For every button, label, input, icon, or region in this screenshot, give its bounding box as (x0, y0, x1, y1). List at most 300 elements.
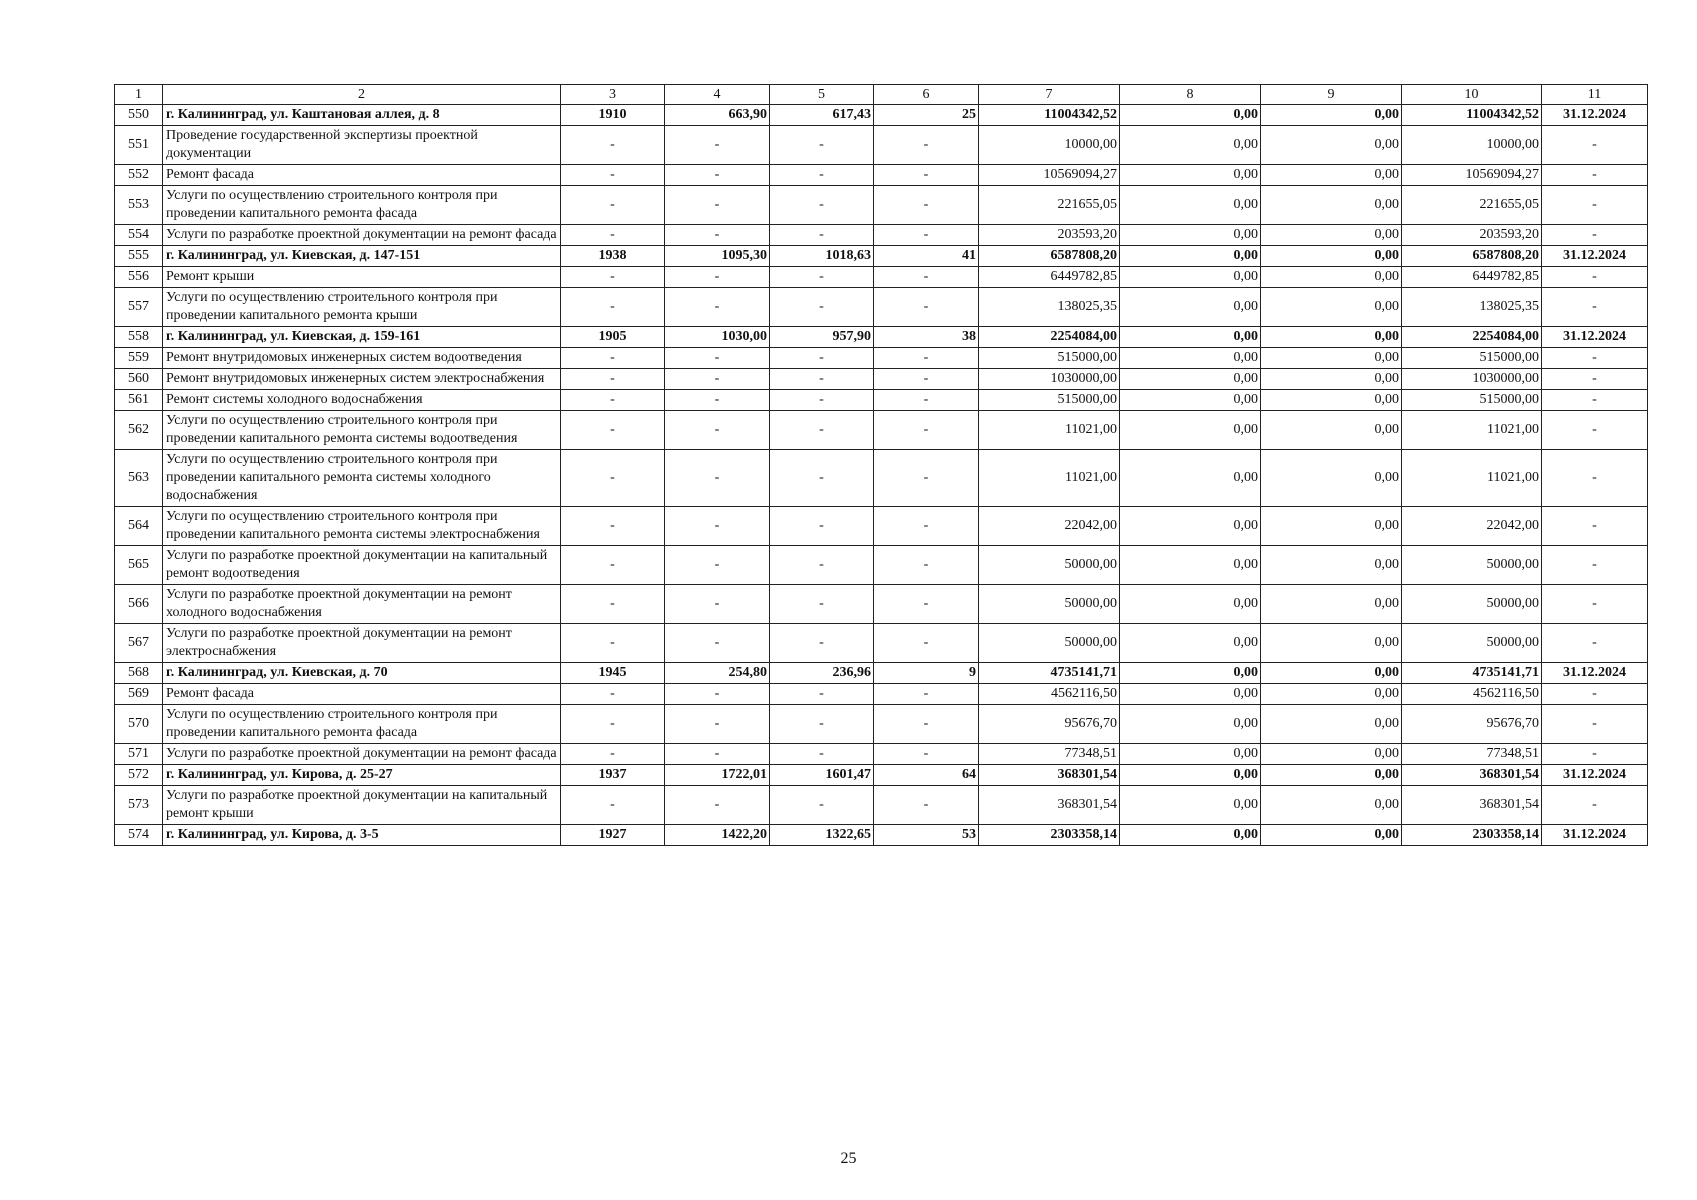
fund-cost-cell: 0,00 (1120, 450, 1261, 507)
residents-count-cell: - (874, 507, 979, 546)
fund-cost-cell: 0,00 (1120, 705, 1261, 744)
row-number-cell: 555 (115, 246, 163, 267)
budget-cost-cell: 0,00 (1261, 624, 1402, 663)
row-number-cell: 572 (115, 765, 163, 786)
house-row (115, 246, 1648, 267)
page-number: 25 (840, 1150, 857, 1167)
owners-cost-cell: 4562116,50 (1402, 684, 1542, 705)
budget-cost-cell: 0,00 (1261, 246, 1402, 267)
total-area-cell: - (665, 390, 770, 411)
row-name-cell: Ремонт фасада (163, 165, 561, 186)
work-row (115, 786, 1648, 825)
column-number-6: 6 (874, 85, 979, 105)
total-cost-cell: 6449782,85 (979, 267, 1120, 288)
build-year-cell: - (561, 585, 665, 624)
completion-date-cell: - (1542, 126, 1648, 165)
row-number-cell: 563 (115, 450, 163, 507)
owners-cost-cell: 77348,51 (1402, 744, 1542, 765)
total-cost-cell: 515000,00 (979, 348, 1120, 369)
build-year-cell: 1937 (561, 765, 665, 786)
house-row (115, 663, 1648, 684)
row-number-cell: 574 (115, 825, 163, 846)
total-cost-cell: 4735141,71 (979, 663, 1120, 684)
budget-cost-cell: 0,00 (1261, 165, 1402, 186)
budget-cost-cell: 0,00 (1261, 288, 1402, 327)
row-number-cell: 565 (115, 546, 163, 585)
column-number-1: 1 (115, 85, 163, 105)
residential-area-cell: - (770, 450, 874, 507)
completion-date-cell: - (1542, 348, 1648, 369)
column-number-9: 9 (1261, 85, 1402, 105)
owners-cost-cell: 11004342,52 (1402, 105, 1542, 126)
owners-cost-cell: 10569094,27 (1402, 165, 1542, 186)
total-cost-cell: 368301,54 (979, 765, 1120, 786)
total-cost-cell: 515000,00 (979, 390, 1120, 411)
owners-cost-cell: 4735141,71 (1402, 663, 1542, 684)
row-number-cell: 554 (115, 225, 163, 246)
budget-cost-cell: 0,00 (1261, 390, 1402, 411)
row-name-cell: Услуги по разработке проектной документации на ремонт фасада (163, 744, 561, 765)
total-cost-cell: 10569094,27 (979, 165, 1120, 186)
total-area-cell: - (665, 288, 770, 327)
total-cost-cell: 77348,51 (979, 744, 1120, 765)
total-area-cell: - (665, 225, 770, 246)
residents-count-cell: 38 (874, 327, 979, 348)
house-row (115, 105, 1648, 126)
total-cost-cell: 203593,20 (979, 225, 1120, 246)
residents-count-cell: - (874, 369, 979, 390)
residents-count-cell: - (874, 450, 979, 507)
budget-cost-cell: 0,00 (1261, 585, 1402, 624)
budget-cost-cell: 0,00 (1261, 327, 1402, 348)
residents-count-cell: - (874, 186, 979, 225)
fund-cost-cell: 0,00 (1120, 744, 1261, 765)
row-number-cell: 556 (115, 267, 163, 288)
residents-count-cell: - (874, 585, 979, 624)
completion-date-cell: 31.12.2024 (1542, 825, 1648, 846)
build-year-cell: - (561, 126, 665, 165)
budget-cost-cell: 0,00 (1261, 225, 1402, 246)
fund-cost-cell: 0,00 (1120, 585, 1261, 624)
owners-cost-cell: 2303358,14 (1402, 825, 1542, 846)
total-area-cell: - (665, 165, 770, 186)
work-row (115, 411, 1648, 450)
row-name-cell: Услуги по разработке проектной документации на ремонт фасада (163, 225, 561, 246)
row-number-cell: 557 (115, 288, 163, 327)
residential-area-cell: 957,90 (770, 327, 874, 348)
total-area-cell: - (665, 744, 770, 765)
build-year-cell: - (561, 165, 665, 186)
work-row (115, 165, 1648, 186)
completion-date-cell: - (1542, 786, 1648, 825)
owners-cost-cell: 6587808,20 (1402, 246, 1542, 267)
row-number-cell: 551 (115, 126, 163, 165)
budget-cost-cell: 0,00 (1261, 744, 1402, 765)
row-name-cell: Услуги по осуществлению строительного контроля при проведении капитального ремонта фасада (163, 186, 561, 225)
residential-area-cell: 236,96 (770, 663, 874, 684)
residential-area-cell: - (770, 546, 874, 585)
completion-date-cell: 31.12.2024 (1542, 246, 1648, 267)
work-row (115, 369, 1648, 390)
row-name-cell: Ремонт крыши (163, 267, 561, 288)
budget-cost-cell: 0,00 (1261, 450, 1402, 507)
work-row (115, 546, 1648, 585)
work-row (115, 450, 1648, 507)
column-number-5: 5 (770, 85, 874, 105)
row-name-cell: Услуги по осуществлению строительного контроля при проведении капитального ремонта фасада (163, 705, 561, 744)
total-area-cell: - (665, 267, 770, 288)
row-name-cell: г. Калининград, ул. Киевская, д. 159-161 (163, 327, 561, 348)
completion-date-cell: - (1542, 411, 1648, 450)
budget-cost-cell: 0,00 (1261, 786, 1402, 825)
residential-area-cell: - (770, 126, 874, 165)
column-number-3: 3 (561, 85, 665, 105)
build-year-cell: - (561, 267, 665, 288)
build-year-cell: - (561, 744, 665, 765)
completion-date-cell: - (1542, 546, 1648, 585)
residents-count-cell: - (874, 786, 979, 825)
owners-cost-cell: 368301,54 (1402, 786, 1542, 825)
row-number-cell: 552 (115, 165, 163, 186)
owners-cost-cell: 368301,54 (1402, 765, 1542, 786)
work-row (115, 186, 1648, 225)
total-cost-cell: 50000,00 (979, 624, 1120, 663)
total-cost-cell: 138025,35 (979, 288, 1120, 327)
total-area-cell: - (665, 126, 770, 165)
fund-cost-cell: 0,00 (1120, 390, 1261, 411)
residential-area-cell: 1601,47 (770, 765, 874, 786)
residential-area-cell: - (770, 288, 874, 327)
total-cost-cell: 368301,54 (979, 786, 1120, 825)
total-area-cell: - (665, 369, 770, 390)
house-row (115, 825, 1648, 846)
owners-cost-cell: 50000,00 (1402, 624, 1542, 663)
build-year-cell: - (561, 624, 665, 663)
budget-cost-cell: 0,00 (1261, 825, 1402, 846)
total-area-cell: 1722,01 (665, 765, 770, 786)
owners-cost-cell: 10000,00 (1402, 126, 1542, 165)
work-row (115, 126, 1648, 165)
total-area-cell: 1095,30 (665, 246, 770, 267)
total-area-cell: - (665, 786, 770, 825)
row-number-cell: 570 (115, 705, 163, 744)
row-name-cell: г. Калининград, ул. Каштановая аллея, д. 8 (163, 105, 561, 126)
fund-cost-cell: 0,00 (1120, 546, 1261, 585)
residential-area-cell: 617,43 (770, 105, 874, 126)
residential-area-cell: - (770, 165, 874, 186)
work-row (115, 267, 1648, 288)
total-area-cell: - (665, 507, 770, 546)
fund-cost-cell: 0,00 (1120, 225, 1261, 246)
residents-count-cell: - (874, 165, 979, 186)
owners-cost-cell: 515000,00 (1402, 348, 1542, 369)
budget-cost-cell: 0,00 (1261, 546, 1402, 585)
residents-count-cell: 9 (874, 663, 979, 684)
total-cost-cell: 6587808,20 (979, 246, 1120, 267)
work-row (115, 744, 1648, 765)
residential-area-cell: - (770, 744, 874, 765)
build-year-cell: 1938 (561, 246, 665, 267)
completion-date-cell: 31.12.2024 (1542, 105, 1648, 126)
build-year-cell: - (561, 684, 665, 705)
total-cost-cell: 10000,00 (979, 126, 1120, 165)
fund-cost-cell: 0,00 (1120, 825, 1261, 846)
build-year-cell: 1905 (561, 327, 665, 348)
total-cost-cell: 11021,00 (979, 450, 1120, 507)
residents-count-cell: - (874, 390, 979, 411)
row-name-cell: Ремонт внутридомовых инженерных систем водоотведения (163, 348, 561, 369)
column-number-10: 10 (1402, 85, 1542, 105)
total-cost-cell: 1030000,00 (979, 369, 1120, 390)
total-cost-cell: 221655,05 (979, 186, 1120, 225)
build-year-cell: - (561, 390, 665, 411)
owners-cost-cell: 95676,70 (1402, 705, 1542, 744)
owners-cost-cell: 221655,05 (1402, 186, 1542, 225)
completion-date-cell: 31.12.2024 (1542, 663, 1648, 684)
fund-cost-cell: 0,00 (1120, 327, 1261, 348)
residents-count-cell: - (874, 684, 979, 705)
fund-cost-cell: 0,00 (1120, 165, 1261, 186)
residential-area-cell: - (770, 390, 874, 411)
build-year-cell: - (561, 369, 665, 390)
row-number-cell: 567 (115, 624, 163, 663)
owners-cost-cell: 6449782,85 (1402, 267, 1542, 288)
build-year-cell: 1910 (561, 105, 665, 126)
owners-cost-cell: 203593,20 (1402, 225, 1542, 246)
total-cost-cell: 4562116,50 (979, 684, 1120, 705)
total-area-cell: - (665, 585, 770, 624)
owners-cost-cell: 50000,00 (1402, 546, 1542, 585)
row-name-cell: Ремонт фасада (163, 684, 561, 705)
build-year-cell: - (561, 186, 665, 225)
residential-area-cell: - (770, 225, 874, 246)
row-number-cell: 560 (115, 369, 163, 390)
row-name-cell: Услуги по разработке проектной документации на капитальный ремонт крыши (163, 786, 561, 825)
row-number-cell: 558 (115, 327, 163, 348)
residents-count-cell: - (874, 744, 979, 765)
completion-date-cell: - (1542, 744, 1648, 765)
residents-count-cell: - (874, 546, 979, 585)
row-name-cell: Ремонт системы холодного водоснабжения (163, 390, 561, 411)
residents-count-cell: - (874, 705, 979, 744)
column-number-2: 2 (163, 85, 561, 105)
row-name-cell: Услуги по разработке проектной документации на ремонт холодного водоснабжения (163, 585, 561, 624)
build-year-cell: - (561, 546, 665, 585)
row-name-cell: Проведение государственной экспертизы проектной документации (163, 126, 561, 165)
residents-count-cell: - (874, 225, 979, 246)
row-name-cell: Услуги по осуществлению строительного контроля при проведении капитального ремонта системы холодного водоснабжения (163, 450, 561, 507)
column-number-11: 11 (1542, 85, 1648, 105)
residential-area-cell: - (770, 348, 874, 369)
residents-count-cell: - (874, 411, 979, 450)
row-number-cell: 571 (115, 744, 163, 765)
budget-cost-cell: 0,00 (1261, 765, 1402, 786)
row-name-cell: Услуги по осуществлению строительного контроля при проведении капитального ремонта системы электроснабжения (163, 507, 561, 546)
budget-cost-cell: 0,00 (1261, 369, 1402, 390)
fund-cost-cell: 0,00 (1120, 765, 1261, 786)
work-row (115, 225, 1648, 246)
total-cost-cell: 50000,00 (979, 546, 1120, 585)
column-number-8: 8 (1120, 85, 1261, 105)
residential-area-cell: - (770, 786, 874, 825)
total-cost-cell: 11004342,52 (979, 105, 1120, 126)
total-area-cell: 1030,00 (665, 327, 770, 348)
build-year-cell: - (561, 786, 665, 825)
residents-count-cell: - (874, 624, 979, 663)
total-area-cell: - (665, 186, 770, 225)
residential-area-cell: - (770, 624, 874, 663)
build-year-cell: - (561, 225, 665, 246)
fund-cost-cell: 0,00 (1120, 105, 1261, 126)
completion-date-cell: - (1542, 450, 1648, 507)
owners-cost-cell: 11021,00 (1402, 411, 1542, 450)
budget-cost-cell: 0,00 (1261, 267, 1402, 288)
residential-area-cell: - (770, 705, 874, 744)
row-number-cell: 568 (115, 663, 163, 684)
completion-date-cell: - (1542, 225, 1648, 246)
fund-cost-cell: 0,00 (1120, 684, 1261, 705)
column-number-header-row (115, 85, 1648, 105)
completion-date-cell: - (1542, 288, 1648, 327)
fund-cost-cell: 0,00 (1120, 288, 1261, 327)
total-area-cell: - (665, 684, 770, 705)
fund-cost-cell: 0,00 (1120, 186, 1261, 225)
work-row (115, 288, 1648, 327)
residential-area-cell: - (770, 507, 874, 546)
total-area-cell: 663,90 (665, 105, 770, 126)
total-area-cell: - (665, 546, 770, 585)
fund-cost-cell: 0,00 (1120, 411, 1261, 450)
build-year-cell: - (561, 288, 665, 327)
row-name-cell: г. Калининград, ул. Кирова, д. 3-5 (163, 825, 561, 846)
row-name-cell: Услуги по осуществлению строительного контроля при проведении капитального ремонта крыши (163, 288, 561, 327)
total-cost-cell: 2303358,14 (979, 825, 1120, 846)
residential-area-cell: 1322,65 (770, 825, 874, 846)
row-number-cell: 559 (115, 348, 163, 369)
total-area-cell: - (665, 450, 770, 507)
residents-count-cell: 25 (874, 105, 979, 126)
residents-count-cell: 64 (874, 765, 979, 786)
owners-cost-cell: 1030000,00 (1402, 369, 1542, 390)
build-year-cell: - (561, 411, 665, 450)
total-cost-cell: 22042,00 (979, 507, 1120, 546)
owners-cost-cell: 22042,00 (1402, 507, 1542, 546)
row-number-cell: 550 (115, 105, 163, 126)
row-name-cell: г. Калининград, ул. Киевская, д. 147-151 (163, 246, 561, 267)
row-number-cell: 573 (115, 786, 163, 825)
work-row (115, 585, 1648, 624)
work-row (115, 705, 1648, 744)
house-row (115, 765, 1648, 786)
budget-cost-cell: 0,00 (1261, 126, 1402, 165)
completion-date-cell: - (1542, 390, 1648, 411)
completion-date-cell: - (1542, 684, 1648, 705)
fund-cost-cell: 0,00 (1120, 663, 1261, 684)
completion-date-cell: - (1542, 369, 1648, 390)
total-area-cell: 254,80 (665, 663, 770, 684)
total-cost-cell: 11021,00 (979, 411, 1120, 450)
completion-date-cell: - (1542, 507, 1648, 546)
budget-cost-cell: 0,00 (1261, 705, 1402, 744)
completion-date-cell: - (1542, 186, 1648, 225)
completion-date-cell: - (1542, 267, 1648, 288)
row-name-cell: Услуги по разработке проектной документации на ремонт электроснабжения (163, 624, 561, 663)
residents-count-cell: 53 (874, 825, 979, 846)
fund-cost-cell: 0,00 (1120, 267, 1261, 288)
fund-cost-cell: 0,00 (1120, 624, 1261, 663)
budget-cost-cell: 0,00 (1261, 663, 1402, 684)
fund-cost-cell: 0,00 (1120, 126, 1261, 165)
build-year-cell: - (561, 705, 665, 744)
column-number-4: 4 (665, 85, 770, 105)
total-area-cell: - (665, 705, 770, 744)
total-area-cell: - (665, 348, 770, 369)
fund-cost-cell: 0,00 (1120, 246, 1261, 267)
budget-cost-cell: 0,00 (1261, 105, 1402, 126)
completion-date-cell: - (1542, 585, 1648, 624)
capital-repair-table (114, 84, 1648, 846)
fund-cost-cell: 0,00 (1120, 507, 1261, 546)
completion-date-cell: 31.12.2024 (1542, 327, 1648, 348)
total-cost-cell: 50000,00 (979, 585, 1120, 624)
completion-date-cell: - (1542, 624, 1648, 663)
total-area-cell: - (665, 624, 770, 663)
row-name-cell: Ремонт внутридомовых инженерных систем электроснабжения (163, 369, 561, 390)
row-name-cell: г. Калининград, ул. Киевская, д. 70 (163, 663, 561, 684)
total-cost-cell: 95676,70 (979, 705, 1120, 744)
work-row (115, 624, 1648, 663)
fund-cost-cell: 0,00 (1120, 786, 1261, 825)
row-number-cell: 553 (115, 186, 163, 225)
row-number-cell: 564 (115, 507, 163, 546)
residential-area-cell: - (770, 411, 874, 450)
row-name-cell: г. Калининград, ул. Кирова, д. 25-27 (163, 765, 561, 786)
residents-count-cell: - (874, 267, 979, 288)
completion-date-cell: 31.12.2024 (1542, 765, 1648, 786)
column-number-7: 7 (979, 85, 1120, 105)
budget-cost-cell: 0,00 (1261, 411, 1402, 450)
row-number-cell: 561 (115, 390, 163, 411)
build-year-cell: - (561, 507, 665, 546)
budget-cost-cell: 0,00 (1261, 348, 1402, 369)
owners-cost-cell: 515000,00 (1402, 390, 1542, 411)
work-row (115, 348, 1648, 369)
owners-cost-cell: 11021,00 (1402, 450, 1542, 507)
total-area-cell: - (665, 411, 770, 450)
row-number-cell: 569 (115, 684, 163, 705)
budget-cost-cell: 0,00 (1261, 684, 1402, 705)
work-row (115, 684, 1648, 705)
residential-area-cell: - (770, 267, 874, 288)
residents-count-cell: 41 (874, 246, 979, 267)
residential-area-cell: - (770, 369, 874, 390)
row-number-cell: 566 (115, 585, 163, 624)
fund-cost-cell: 0,00 (1120, 348, 1261, 369)
row-number-cell: 562 (115, 411, 163, 450)
build-year-cell: - (561, 450, 665, 507)
total-area-cell: 1422,20 (665, 825, 770, 846)
residential-area-cell: 1018,63 (770, 246, 874, 267)
residential-area-cell: - (770, 186, 874, 225)
residential-area-cell: - (770, 684, 874, 705)
budget-cost-cell: 0,00 (1261, 186, 1402, 225)
row-name-cell: Услуги по осуществлению строительного контроля при проведении капитального ремонта системы водоотведения (163, 411, 561, 450)
build-year-cell: - (561, 348, 665, 369)
completion-date-cell: - (1542, 165, 1648, 186)
work-row (115, 507, 1648, 546)
owners-cost-cell: 138025,35 (1402, 288, 1542, 327)
residents-count-cell: - (874, 288, 979, 327)
